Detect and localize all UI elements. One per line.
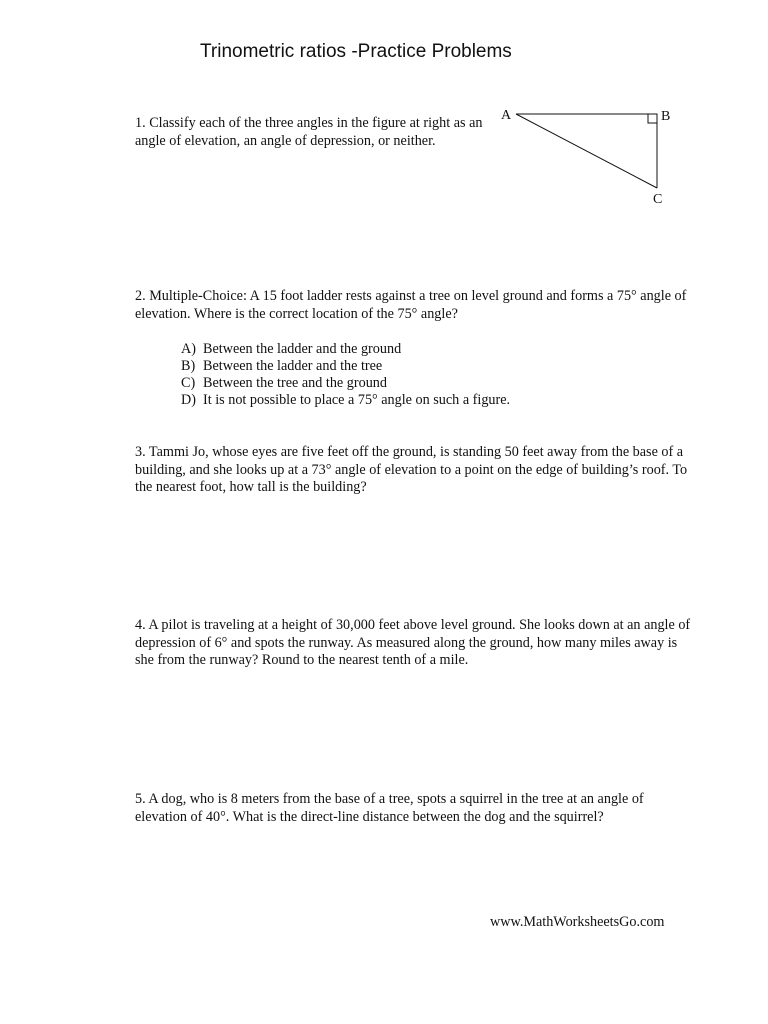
choice-letter: D)	[181, 392, 196, 408]
choice-text: Between the ladder and the tree	[203, 358, 383, 374]
choice-b	[181, 358, 510, 375]
choice-letter: B)	[181, 358, 196, 374]
vertex-label-c: C	[653, 192, 663, 207]
side-ac	[516, 114, 657, 188]
footer-url: www.MathWorksheetsGo.com	[490, 914, 665, 930]
problem-4: 4. A pilot is traveling at a height of 30,000 feet above level ground. She looks down at an angle of depression of 6° and spots the runway. As measured along the ground, how many miles away is she from the runway? Round to the nearest tenth of a mile.	[135, 617, 691, 668]
choice-letter: C)	[181, 375, 196, 391]
triangle-figure	[498, 104, 678, 210]
choice-list	[181, 341, 510, 409]
vertex-label-a: A	[501, 108, 512, 123]
choice-d	[181, 392, 510, 409]
choice-text: Between the ladder and the ground	[203, 341, 402, 357]
choice-text: Between the tree and the ground	[203, 375, 387, 391]
choice-a	[181, 341, 510, 358]
problem-1: 1. Classify each of the three angles in the figure at right as an angle of elevation, an angle of depression, or neither.	[135, 115, 483, 149]
page-title: Trinometric ratios -Practice Problems	[200, 41, 512, 62]
choice-text: It is not possible to place a 75° angle on such a figure.	[203, 392, 511, 408]
choice-letter: A)	[181, 341, 196, 357]
vertex-label-b: B	[661, 109, 671, 124]
choice-c	[181, 375, 510, 392]
problem-2: 2. Multiple-Choice: A 15 foot ladder rests against a tree on level ground and forms a 75° angle of elevation. Where is the correct location of the 75° angle?	[135, 288, 687, 322]
problem-5: 5. A dog, who is 8 meters from the base of a tree, spots a squirrel in the tree at an angle of elevation of 40°. What is the direct-line distance between the dog and the squirrel?	[135, 791, 644, 825]
right-angle-marker	[648, 114, 657, 123]
problem-3: 3. Tammi Jo, whose eyes are five feet off the ground, is standing 50 feet away from the base of a building, and she looks up at a 73° angle of elevation to a point on the edge of building’s roof. To the nearest foot, how tall is the building?	[135, 444, 688, 495]
